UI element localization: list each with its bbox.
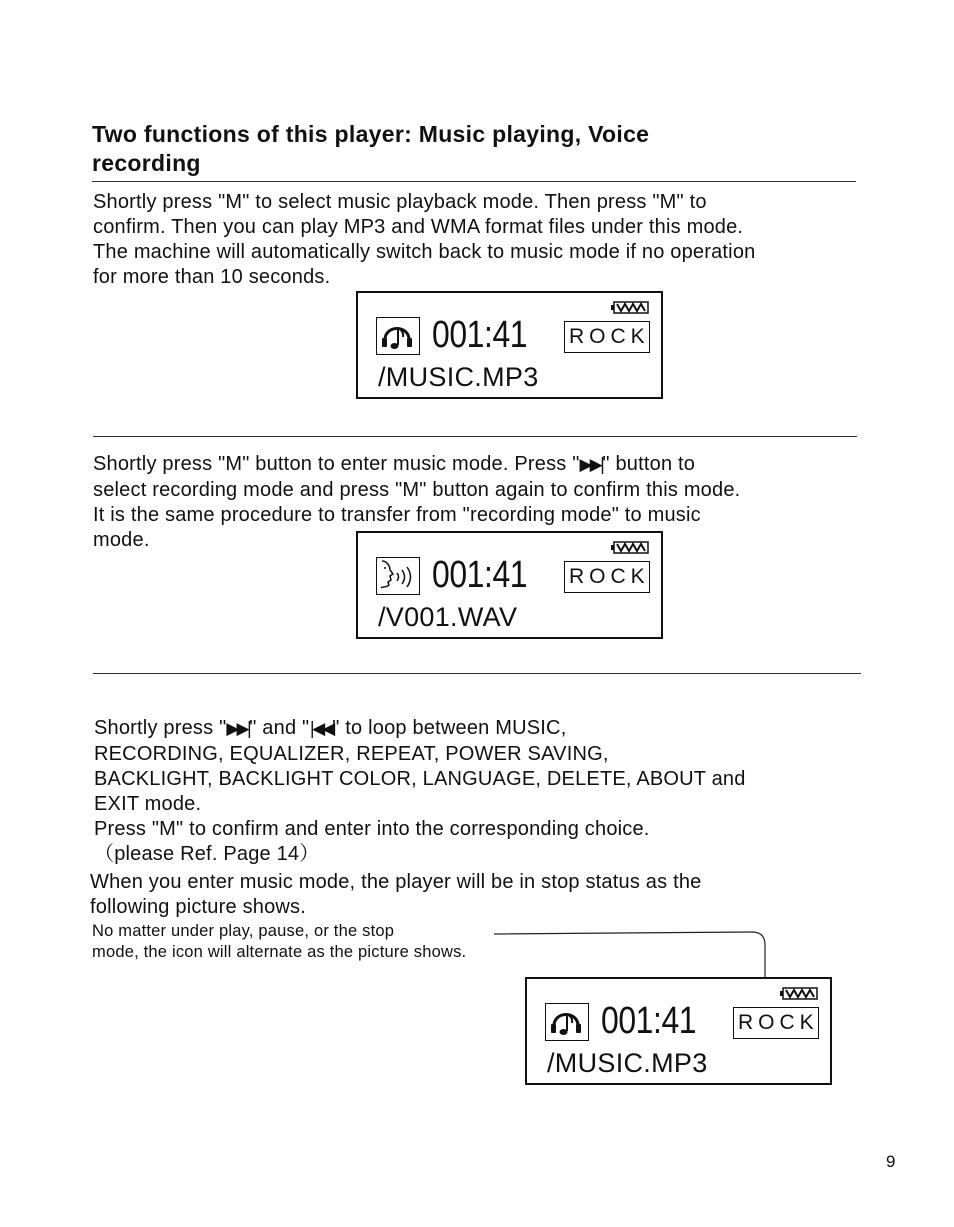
divider-lower [93,673,861,674]
note-line: No matter under play, pause, or the stop [92,922,395,940]
equalizer-label: ROCK [564,321,650,353]
section-3-line: Press "M" to confirm and enter into the corresponding choice. [94,818,650,840]
section-2-line: mode. [93,529,150,551]
section-3-line-1-b: " and " [249,717,310,739]
headphone-music-icon [376,317,420,355]
section-2-line: select recording mode and press "M" button again to confirm this mode. [93,479,741,501]
equalizer-label: ROCK [564,561,650,593]
section-3-line-1 [94,716,746,742]
section-3-line: EXIT mode. [94,793,202,815]
battery-icon [780,987,818,1000]
lcd-display-stop [525,977,832,1085]
track-time: 001:41 [601,1000,697,1042]
section-2-line: It is the same procedure to transfer from "recording mode" to music [93,504,701,526]
section-3-line-1-c: " to loop between MUSIC, [332,717,567,739]
equalizer-label: ROCK [733,1007,819,1039]
file-name: /MUSIC.MP3 [378,362,539,392]
battery-icon [611,301,649,314]
lcd-display-music [356,291,663,399]
divider-middle [93,436,857,437]
section-3-line: RECORDING, EQUALIZER, REPEAT, POWER SAVING, [94,743,609,765]
heading-line-1: Two functions of this player: Music playing, Voice [92,121,650,147]
section-4-text [90,870,701,920]
lcd-display-voice [356,531,663,639]
section-4-line: When you enter music mode, the player will be in stop status as the [90,871,702,893]
section-2-line-1-start: Shortly press "M" button to enter music mode. Press " [93,453,580,475]
section-3-text [94,716,746,867]
icon-note [92,921,466,963]
section-1-line: for more than 10 seconds. [93,266,331,288]
section-1-line: Shortly press "M" to select music playback mode. Then press "M" to [93,191,707,213]
previous-track-icon: |◀◀ [309,719,333,739]
section-2-line-1 [93,452,740,478]
section-1-line: The machine will automatically switch back to music mode if no operation [93,241,756,263]
section-3-line-1-a: Shortly press " [94,717,227,739]
track-time: 001:41 [432,314,528,356]
next-track-icon: ▶▶| [226,719,250,739]
divider-top [92,181,856,182]
page-heading [92,120,812,178]
track-time: 001:41 [432,554,528,596]
next-track-icon: ▶▶| [579,455,603,475]
voice-record-icon [376,557,420,595]
section-3-line: BACKLIGHT, BACKLIGHT COLOR, LANGUAGE, DELETE, ABOUT and [94,768,746,790]
file-name: /V001.WAV [378,602,518,632]
battery-icon [611,541,649,554]
section-3-line: （please Ref. Page 14） [94,843,320,865]
section-1-text [93,190,755,290]
heading-line-2: recording [92,150,201,176]
section-4-line: following picture shows. [90,896,307,918]
file-name: /MUSIC.MP3 [547,1048,708,1078]
headphone-music-icon [545,1003,589,1041]
section-2-line-1-end: " button to [602,453,696,475]
note-line: mode, the icon will alternate as the picture shows. [92,943,467,961]
page-number: 9 [886,1152,896,1171]
section-1-line: confirm. Then you can play MP3 and WMA format files under this mode. [93,216,744,238]
